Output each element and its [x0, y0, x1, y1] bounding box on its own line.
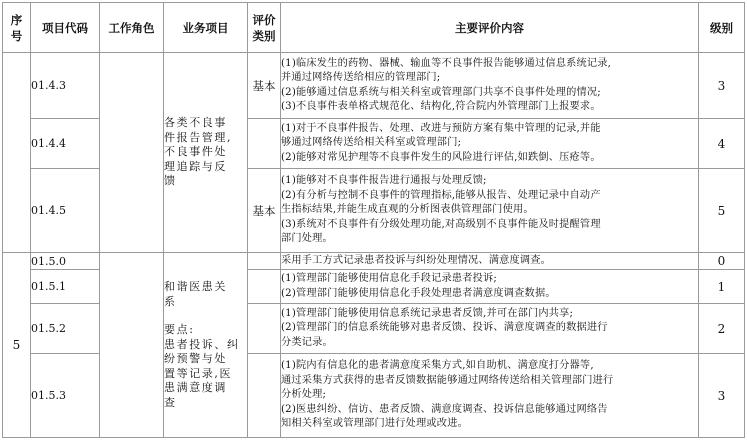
table-row: [3, 253, 745, 270]
code-cell: 01.5.1: [31, 270, 100, 304]
content-cell: (1)临床发生的药物、器械、输血等不良事件报告能够通过信息系统记录, 并通过网络传送给相应的管理部门; (2)能够通过信息系统与相关科室或管理部门共享不良事件处理的情况; (3)不良事件表单格式规范化、结构化,符合院内外管理部门上报要求。: [281, 53, 699, 119]
level-cell: 3: [699, 53, 745, 119]
level-cell: 1: [699, 270, 745, 304]
category-cell: [248, 354, 281, 438]
header-role: 工作角色: [100, 3, 164, 53]
header-item: 业务项目: [164, 3, 248, 53]
code-cell: 01.4.3: [31, 53, 100, 119]
level-cell: 5: [699, 169, 745, 253]
category-cell: 基本: [248, 53, 281, 119]
header-seq: 序 号: [3, 3, 31, 53]
category-cell: [248, 119, 281, 169]
content-cell: (1)管理部门能够使用信息系统记录患者反馈,并可在部门内共享; (2)管理部门的信息系统能够对患者反馈、投诉、满意度调查的数据进行 分类记录。: [281, 304, 699, 354]
header-row: [3, 3, 745, 53]
content-cell: (1)管理部门能够使用信息化手段记录患者投诉; (2)管理部门能够使用信息化手段处理患者满意度调查数据。: [281, 270, 699, 304]
code-cell: 01.5.2: [31, 304, 100, 354]
content-cell: (1)对于不良事件报告、处理、改进与预防方案有集中管理的记录,并能 够通过网络传送给相关科室或管理部门; (2)能够对常见护理等不良事件发生的风险进行评估,如跌倒、压疮等。: [281, 119, 699, 169]
level-cell: 0: [699, 253, 745, 270]
item-cell-adverse-events: 各类不良事 件报告管理, 不良事件处 理追踪与反 馈: [164, 53, 248, 253]
table-row: [3, 53, 745, 119]
level-cell: 2: [699, 304, 745, 354]
content-cell: (1)能够对不良事件报告进行通报与处理反馈; (2)有分析与控制不良事件的管理指标,能够从报告、处理记录中自动产 生指标结果,并能生成直观的分析图表供管理部门使用。 (3)系统对不良事件有分级处理功能,对高级别不良事件能及时提醒管理 部门处理。: [281, 169, 699, 253]
category-cell: [248, 270, 281, 304]
code-cell: 01.4.5: [31, 169, 100, 253]
level-cell: 3: [699, 354, 745, 438]
header-content: 主要评价内容: [281, 3, 699, 53]
category-cell: 基本: [248, 169, 281, 253]
evaluation-table: [2, 2, 745, 438]
header-code: 项目代码: [31, 3, 100, 53]
category-cell: [248, 253, 281, 270]
level-cell: 4: [699, 119, 745, 169]
code-cell: 01.5.3: [31, 354, 100, 438]
seq-cell: 5: [3, 253, 31, 438]
header-category: 评价 类别: [248, 3, 281, 53]
content-cell: 采用手工方式记录患者投诉与纠纷处理情况、满意度调查。: [281, 253, 699, 270]
role-cell: [100, 53, 164, 253]
code-cell: 01.4.4: [31, 119, 100, 169]
header-level: 级别: [699, 3, 745, 53]
code-cell: 01.5.0: [31, 253, 100, 270]
seq-cell-empty: [3, 53, 31, 253]
category-cell: [248, 304, 281, 354]
item-cell-doctor-patient: 和谐医患关 系 要点: 患者投诉、纠 纷预警与处 置等记录,医 患满意度调 查: [164, 253, 248, 438]
role-cell: [100, 253, 164, 438]
content-cell: (1)院内有信息化的患者满意度采集方式,如自助机、满意度打分器等, 通过采集方式获得的患者反馈数据能够通过网络传送给相关管理部门进行 分析处理; (2)医患纠纷、信访、患者反馈、满意度调查、投诉信息能够通过网络告 知相关科室或管理部门进行处理或改进。: [281, 354, 699, 438]
